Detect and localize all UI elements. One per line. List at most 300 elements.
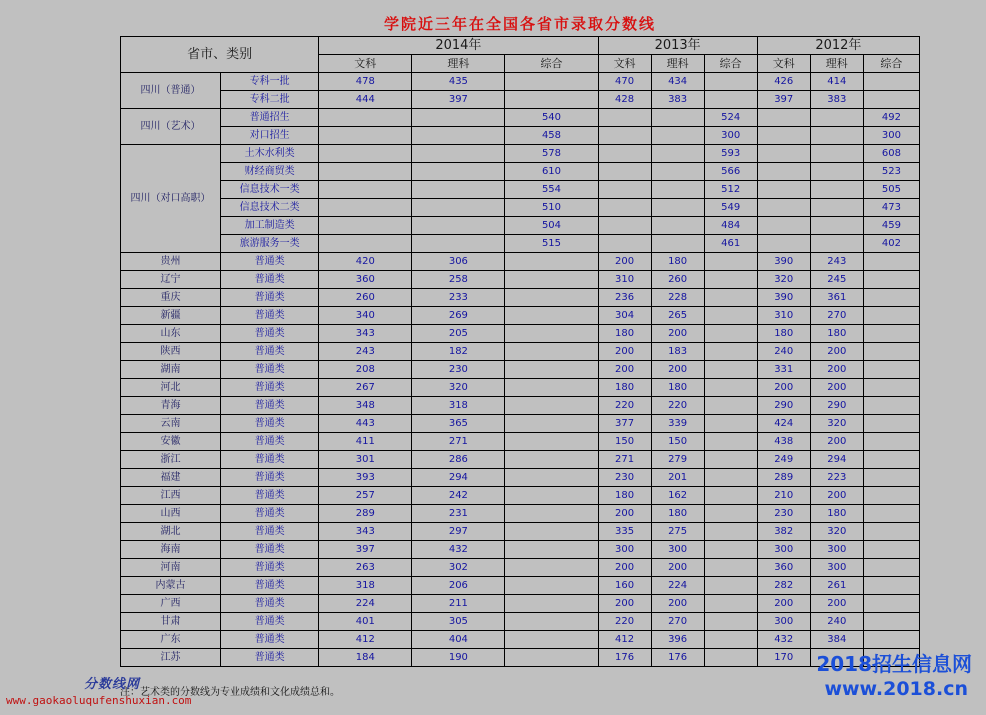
category-cell: 加工制造类 bbox=[221, 217, 319, 235]
category-cell: 普通类 bbox=[221, 397, 319, 415]
score-cell bbox=[319, 217, 412, 235]
score-cell: 320 bbox=[810, 415, 863, 433]
score-cell bbox=[505, 379, 598, 397]
score-cell bbox=[863, 613, 919, 631]
province-cell: 广西 bbox=[121, 595, 221, 613]
score-cell bbox=[704, 73, 757, 91]
score-cell bbox=[505, 289, 598, 307]
subcol-header-liberal-arts: 文科 bbox=[319, 55, 412, 73]
score-cell: 320 bbox=[810, 523, 863, 541]
score-cell: 304 bbox=[598, 307, 651, 325]
score-cell: 343 bbox=[319, 523, 412, 541]
score-cell bbox=[863, 505, 919, 523]
score-cell bbox=[704, 415, 757, 433]
score-cell bbox=[505, 595, 598, 613]
score-cell: 231 bbox=[412, 505, 505, 523]
score-cell bbox=[505, 253, 598, 271]
score-cell: 271 bbox=[412, 433, 505, 451]
province-cell: 山西 bbox=[121, 505, 221, 523]
score-cell: 335 bbox=[598, 523, 651, 541]
score-cell: 200 bbox=[598, 595, 651, 613]
score-cell bbox=[505, 541, 598, 559]
score-cell bbox=[704, 307, 757, 325]
table-row bbox=[121, 325, 920, 343]
category-cell: 普通类 bbox=[221, 325, 319, 343]
score-cell bbox=[810, 127, 863, 145]
province-cell: 广东 bbox=[121, 631, 221, 649]
table-row bbox=[121, 541, 920, 559]
score-cell: 200 bbox=[810, 379, 863, 397]
score-cell bbox=[704, 325, 757, 343]
category-cell: 普通类 bbox=[221, 631, 319, 649]
province-cell: 河北 bbox=[121, 379, 221, 397]
score-cell bbox=[863, 415, 919, 433]
score-cell bbox=[757, 109, 810, 127]
score-cell bbox=[863, 469, 919, 487]
score-cell: 578 bbox=[505, 145, 598, 163]
category-cell: 普通类 bbox=[221, 577, 319, 595]
score-cell: 180 bbox=[651, 253, 704, 271]
score-cell: 360 bbox=[757, 559, 810, 577]
score-cell bbox=[319, 127, 412, 145]
score-cell bbox=[651, 181, 704, 199]
score-cell bbox=[412, 109, 505, 127]
score-cell: 412 bbox=[319, 631, 412, 649]
province-cell: 湖南 bbox=[121, 361, 221, 379]
subcol-header-comprehensive: 综合 bbox=[505, 55, 598, 73]
score-cell: 170 bbox=[757, 649, 810, 667]
score-cell: 420 bbox=[319, 253, 412, 271]
score-cell: 294 bbox=[810, 451, 863, 469]
score-cell: 404 bbox=[412, 631, 505, 649]
score-cell bbox=[505, 505, 598, 523]
score-cell bbox=[704, 289, 757, 307]
score-cell: 162 bbox=[651, 487, 704, 505]
score-cell: 200 bbox=[651, 325, 704, 343]
score-cell: 201 bbox=[651, 469, 704, 487]
score-cell bbox=[863, 523, 919, 541]
score-cell: 593 bbox=[704, 145, 757, 163]
score-cell: 300 bbox=[757, 541, 810, 559]
score-cell: 180 bbox=[651, 379, 704, 397]
subcol-header-science: 理科 bbox=[412, 55, 505, 73]
score-cell bbox=[863, 307, 919, 325]
score-cell bbox=[505, 397, 598, 415]
category-cell: 普通类 bbox=[221, 271, 319, 289]
table-row bbox=[121, 469, 920, 487]
score-cell bbox=[505, 451, 598, 469]
score-cell: 200 bbox=[598, 505, 651, 523]
score-cell bbox=[704, 469, 757, 487]
score-cell bbox=[704, 397, 757, 415]
score-cell: 412 bbox=[598, 631, 651, 649]
subcol-header-comprehensive: 综合 bbox=[863, 55, 919, 73]
category-cell: 对口招生 bbox=[221, 127, 319, 145]
category-cell: 普通类 bbox=[221, 361, 319, 379]
table-row bbox=[121, 253, 920, 271]
score-cell: 459 bbox=[863, 217, 919, 235]
score-cell: 230 bbox=[757, 505, 810, 523]
score-cell: 270 bbox=[810, 307, 863, 325]
score-cell bbox=[757, 163, 810, 181]
table-row bbox=[121, 631, 920, 649]
score-cell: 282 bbox=[757, 577, 810, 595]
score-cell: 200 bbox=[810, 595, 863, 613]
category-cell: 普通类 bbox=[221, 487, 319, 505]
score-cell: 310 bbox=[757, 307, 810, 325]
score-cell: 461 bbox=[704, 235, 757, 253]
category-cell: 普通招生 bbox=[221, 109, 319, 127]
table-row bbox=[121, 505, 920, 523]
score-cell: 383 bbox=[810, 91, 863, 109]
score-cell bbox=[505, 325, 598, 343]
score-cell: 180 bbox=[598, 379, 651, 397]
score-cell: 473 bbox=[863, 199, 919, 217]
score-cell: 458 bbox=[505, 127, 598, 145]
table-row bbox=[121, 235, 920, 253]
score-cell: 243 bbox=[319, 343, 412, 361]
score-cell: 265 bbox=[651, 307, 704, 325]
score-cell: 320 bbox=[757, 271, 810, 289]
score-cell: 383 bbox=[651, 91, 704, 109]
score-cell bbox=[863, 343, 919, 361]
score-cell bbox=[757, 145, 810, 163]
table-row bbox=[121, 127, 920, 145]
score-cell bbox=[505, 343, 598, 361]
score-cell bbox=[505, 307, 598, 325]
score-cell bbox=[651, 217, 704, 235]
table-row bbox=[121, 523, 920, 541]
score-cell: 294 bbox=[412, 469, 505, 487]
score-cell bbox=[598, 163, 651, 181]
score-cell: 549 bbox=[704, 199, 757, 217]
score-cell bbox=[863, 91, 919, 109]
score-cell: 290 bbox=[757, 397, 810, 415]
score-cell: 220 bbox=[651, 397, 704, 415]
score-cell: 396 bbox=[651, 631, 704, 649]
score-cell: 208 bbox=[319, 361, 412, 379]
score-cell bbox=[598, 181, 651, 199]
score-cell: 180 bbox=[598, 487, 651, 505]
score-cell: 305 bbox=[412, 613, 505, 631]
score-cell: 184 bbox=[319, 649, 412, 667]
admission-score-table bbox=[120, 36, 920, 667]
score-cell bbox=[810, 109, 863, 127]
score-cell: 289 bbox=[757, 469, 810, 487]
score-cell: 200 bbox=[598, 361, 651, 379]
score-cell bbox=[863, 541, 919, 559]
score-cell: 361 bbox=[810, 289, 863, 307]
score-cell bbox=[863, 379, 919, 397]
score-cell bbox=[319, 181, 412, 199]
category-cell: 财经商贸类 bbox=[221, 163, 319, 181]
score-cell: 242 bbox=[412, 487, 505, 505]
table-row bbox=[121, 73, 920, 91]
score-cell bbox=[704, 541, 757, 559]
score-cell bbox=[651, 235, 704, 253]
score-cell: 411 bbox=[319, 433, 412, 451]
score-cell: 236 bbox=[598, 289, 651, 307]
score-cell bbox=[704, 253, 757, 271]
score-cell: 432 bbox=[412, 541, 505, 559]
score-cell bbox=[863, 577, 919, 595]
score-cell bbox=[651, 163, 704, 181]
table-row bbox=[121, 181, 920, 199]
score-cell: 384 bbox=[810, 631, 863, 649]
table-row bbox=[121, 289, 920, 307]
category-cell: 普通类 bbox=[221, 451, 319, 469]
score-cell: 300 bbox=[651, 541, 704, 559]
table-row bbox=[121, 379, 920, 397]
score-cell: 245 bbox=[810, 271, 863, 289]
score-cell bbox=[412, 145, 505, 163]
table-row bbox=[121, 361, 920, 379]
score-cell: 554 bbox=[505, 181, 598, 199]
score-cell: 510 bbox=[505, 199, 598, 217]
table-row bbox=[121, 109, 920, 127]
category-cell: 专科一批 bbox=[221, 73, 319, 91]
score-cell: 200 bbox=[598, 253, 651, 271]
score-cell: 180 bbox=[810, 325, 863, 343]
score-cell: 258 bbox=[412, 271, 505, 289]
score-cell: 566 bbox=[704, 163, 757, 181]
score-cell: 402 bbox=[863, 235, 919, 253]
province-cell: 四川（对口高职） bbox=[121, 145, 221, 253]
subcol-header-comprehensive: 综合 bbox=[704, 55, 757, 73]
score-cell bbox=[863, 433, 919, 451]
score-cell: 267 bbox=[319, 379, 412, 397]
score-cell: 610 bbox=[505, 163, 598, 181]
score-cell bbox=[810, 145, 863, 163]
province-cell: 辽宁 bbox=[121, 271, 221, 289]
province-cell: 湖北 bbox=[121, 523, 221, 541]
score-cell bbox=[863, 397, 919, 415]
category-cell: 普通类 bbox=[221, 649, 319, 667]
category-cell: 普通类 bbox=[221, 469, 319, 487]
score-cell bbox=[810, 199, 863, 217]
score-cell: 504 bbox=[505, 217, 598, 235]
score-cell: 401 bbox=[319, 613, 412, 631]
score-cell: 306 bbox=[412, 253, 505, 271]
score-cell: 393 bbox=[319, 469, 412, 487]
table-row bbox=[121, 433, 920, 451]
score-cell bbox=[651, 145, 704, 163]
province-cell: 山东 bbox=[121, 325, 221, 343]
score-cell: 200 bbox=[810, 343, 863, 361]
score-cell: 524 bbox=[704, 109, 757, 127]
table-row bbox=[121, 343, 920, 361]
score-cell bbox=[505, 415, 598, 433]
score-cell bbox=[863, 73, 919, 91]
score-cell bbox=[810, 217, 863, 235]
score-cell: 397 bbox=[319, 541, 412, 559]
score-cell bbox=[810, 235, 863, 253]
score-cell: 180 bbox=[757, 325, 810, 343]
score-cell: 365 bbox=[412, 415, 505, 433]
score-cell: 176 bbox=[651, 649, 704, 667]
score-cell: 424 bbox=[757, 415, 810, 433]
score-cell: 470 bbox=[598, 73, 651, 91]
province-cell: 河南 bbox=[121, 559, 221, 577]
province-cell: 贵州 bbox=[121, 253, 221, 271]
score-cell: 318 bbox=[412, 397, 505, 415]
score-cell: 300 bbox=[810, 541, 863, 559]
year-header-2014: 2014年 bbox=[319, 37, 598, 55]
table-row bbox=[121, 199, 920, 217]
score-cell: 540 bbox=[505, 109, 598, 127]
score-cell: 176 bbox=[598, 649, 651, 667]
score-cell bbox=[598, 127, 651, 145]
category-cell: 普通类 bbox=[221, 523, 319, 541]
score-cell: 318 bbox=[319, 577, 412, 595]
score-cell: 243 bbox=[810, 253, 863, 271]
score-cell: 261 bbox=[810, 577, 863, 595]
score-cell: 269 bbox=[412, 307, 505, 325]
score-cell bbox=[704, 523, 757, 541]
province-cell: 海南 bbox=[121, 541, 221, 559]
score-cell bbox=[319, 199, 412, 217]
score-cell: 443 bbox=[319, 415, 412, 433]
score-cell: 260 bbox=[651, 271, 704, 289]
score-cell bbox=[505, 631, 598, 649]
score-cell: 240 bbox=[810, 613, 863, 631]
table-row bbox=[121, 397, 920, 415]
score-cell bbox=[505, 433, 598, 451]
score-cell: 300 bbox=[704, 127, 757, 145]
score-cell bbox=[319, 163, 412, 181]
score-cell bbox=[863, 361, 919, 379]
table-row bbox=[121, 487, 920, 505]
score-cell: 160 bbox=[598, 577, 651, 595]
score-cell: 434 bbox=[651, 73, 704, 91]
score-cell: 180 bbox=[598, 325, 651, 343]
score-cell: 200 bbox=[651, 595, 704, 613]
subcol-header-science: 理科 bbox=[810, 55, 863, 73]
score-cell: 484 bbox=[704, 217, 757, 235]
score-cell bbox=[704, 91, 757, 109]
score-cell bbox=[704, 631, 757, 649]
category-cell: 普通类 bbox=[221, 379, 319, 397]
score-cell bbox=[505, 469, 598, 487]
score-cell: 220 bbox=[598, 397, 651, 415]
score-cell: 150 bbox=[651, 433, 704, 451]
score-cell: 339 bbox=[651, 415, 704, 433]
score-cell: 377 bbox=[598, 415, 651, 433]
score-cell: 210 bbox=[757, 487, 810, 505]
score-cell: 414 bbox=[810, 73, 863, 91]
province-cell: 云南 bbox=[121, 415, 221, 433]
category-cell: 旅游服务一类 bbox=[221, 235, 319, 253]
score-cell bbox=[598, 199, 651, 217]
score-cell: 444 bbox=[319, 91, 412, 109]
score-cell: 286 bbox=[412, 451, 505, 469]
province-cell: 青海 bbox=[121, 397, 221, 415]
score-cell bbox=[863, 487, 919, 505]
category-cell: 普通类 bbox=[221, 253, 319, 271]
footnote: 注：艺术类的分数线为专业成绩和文化成绩总和。 bbox=[120, 687, 340, 698]
score-cell: 150 bbox=[598, 433, 651, 451]
score-cell: 183 bbox=[651, 343, 704, 361]
score-cell bbox=[505, 649, 598, 667]
score-cell: 492 bbox=[863, 109, 919, 127]
score-cell: 249 bbox=[757, 451, 810, 469]
corner-header: 省市、类别 bbox=[121, 37, 319, 73]
table-row bbox=[121, 163, 920, 181]
score-cell: 200 bbox=[810, 361, 863, 379]
score-cell: 320 bbox=[412, 379, 505, 397]
table-row bbox=[121, 613, 920, 631]
score-cell: 275 bbox=[651, 523, 704, 541]
table-row bbox=[121, 451, 920, 469]
score-cell bbox=[757, 181, 810, 199]
year-header-2013: 2013年 bbox=[598, 37, 757, 55]
score-cell: 301 bbox=[319, 451, 412, 469]
score-cell bbox=[505, 613, 598, 631]
score-cell: 205 bbox=[412, 325, 505, 343]
score-cell bbox=[863, 451, 919, 469]
score-cell: 382 bbox=[757, 523, 810, 541]
score-cell: 438 bbox=[757, 433, 810, 451]
province-cell: 陕西 bbox=[121, 343, 221, 361]
score-cell bbox=[505, 361, 598, 379]
score-cell: 523 bbox=[863, 163, 919, 181]
table-row bbox=[121, 649, 920, 667]
score-cell: 270 bbox=[651, 613, 704, 631]
score-cell: 240 bbox=[757, 343, 810, 361]
category-cell: 土木水利类 bbox=[221, 145, 319, 163]
score-cell: 190 bbox=[412, 649, 505, 667]
score-cell: 289 bbox=[319, 505, 412, 523]
category-cell: 信息技术二类 bbox=[221, 199, 319, 217]
score-cell bbox=[704, 433, 757, 451]
score-cell bbox=[651, 199, 704, 217]
score-cell bbox=[319, 109, 412, 127]
score-cell: 200 bbox=[651, 361, 704, 379]
score-cell: 206 bbox=[412, 577, 505, 595]
score-cell bbox=[651, 127, 704, 145]
score-cell bbox=[757, 199, 810, 217]
province-cell: 江苏 bbox=[121, 649, 221, 667]
category-cell: 普通类 bbox=[221, 433, 319, 451]
province-cell: 江西 bbox=[121, 487, 221, 505]
table-row bbox=[121, 307, 920, 325]
province-cell: 四川（普通） bbox=[121, 73, 221, 109]
category-cell: 普通类 bbox=[221, 289, 319, 307]
table-row bbox=[121, 145, 920, 163]
year-header-2012: 2012年 bbox=[757, 37, 919, 55]
score-cell: 228 bbox=[651, 289, 704, 307]
score-cell: 331 bbox=[757, 361, 810, 379]
province-cell: 内蒙古 bbox=[121, 577, 221, 595]
score-cell bbox=[704, 487, 757, 505]
score-cell: 608 bbox=[863, 145, 919, 163]
score-cell bbox=[651, 109, 704, 127]
score-cell bbox=[704, 505, 757, 523]
score-cell: 230 bbox=[412, 361, 505, 379]
score-cell bbox=[757, 235, 810, 253]
score-cell: 515 bbox=[505, 235, 598, 253]
category-cell: 普通类 bbox=[221, 559, 319, 577]
category-cell: 普通类 bbox=[221, 595, 319, 613]
table-row bbox=[121, 217, 920, 235]
score-cell: 224 bbox=[319, 595, 412, 613]
score-cell bbox=[863, 559, 919, 577]
score-cell: 300 bbox=[810, 559, 863, 577]
score-cell: 390 bbox=[757, 289, 810, 307]
score-cell: 200 bbox=[810, 487, 863, 505]
province-cell: 重庆 bbox=[121, 289, 221, 307]
subcol-header-science: 理科 bbox=[651, 55, 704, 73]
